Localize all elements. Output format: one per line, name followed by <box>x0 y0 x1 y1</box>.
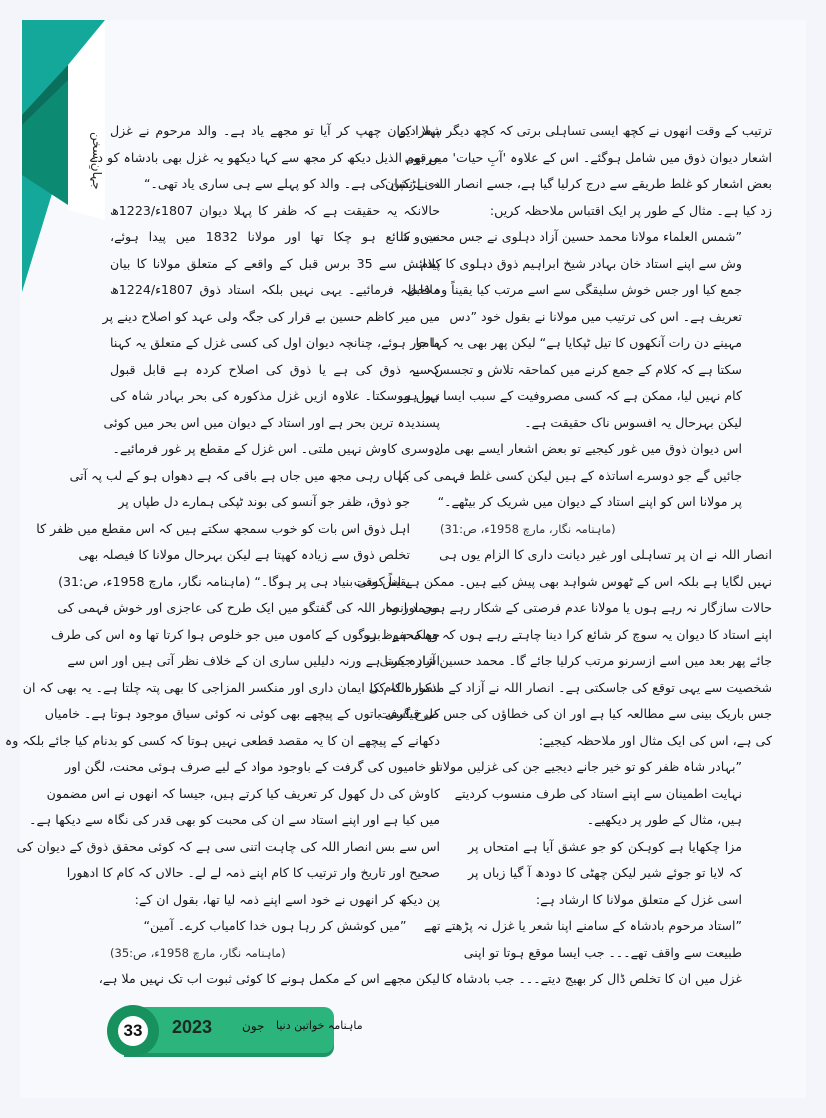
text-line <box>110 887 440 914</box>
line-text: کی ہے، اس کی ایک مثال اور ملاحظہ کیجیے: <box>538 732 772 748</box>
line-text: پسندیدہ ترین بحر ہے اور استاد کے دیوان میں اس بحر میں کوئی <box>103 414 440 430</box>
text-line <box>363 622 772 649</box>
line-text: حالانکہ یہ حقیقت ہے کہ ظفر کا پہلا دیوان 1807ء/1223ھ <box>110 202 440 218</box>
line-text: ”شمس العلماء مولانا محمد حسین آزاد دہلوی نے جس محنت و کا <box>400 229 742 244</box>
line-text: جمع کیا اور جس خوش سلیقگی سے اسے مرتب کیا یقیناً وہ قابل <box>406 282 742 297</box>
line-text: شخصیت سے یہی توقع کی جاسکتی ہے۔ انصار اللہ نے آزاد کے مذکورہ کام کا <box>369 679 772 695</box>
line-text: نہیں ہوسکتا۔ علاوہ ازیں غزل مذکورہ کی بحر بہادر شاہ کی <box>110 388 440 403</box>
line-text: پر مولانا اس کو اپنے استاد کے دیوان میں شریک کر بیٹھے۔“ <box>437 494 742 509</box>
line-text: زد کیا ہے۔ مثال کے طور پر ایک اقتباس ملاحظہ کریں: <box>489 202 772 218</box>
line-text: پیدائش سے 35 برس قبل کے واقعے کے متعلق مولانا کا بیان <box>110 255 441 271</box>
text-line <box>110 913 440 940</box>
quote-line <box>420 251 772 278</box>
text-line <box>379 648 772 675</box>
line-text: (ماہنامہ نگار، مارچ 1958ء، ص:31) <box>440 521 616 536</box>
quote-line <box>435 754 772 781</box>
text-line <box>369 675 772 702</box>
quote-line <box>110 489 440 516</box>
text-line <box>44 701 440 728</box>
quote-line <box>440 860 772 887</box>
line-text: اس سے بس انصار اللہ کی چاہت اتنی سی ہے کہ کوئی محقق ذوق کے دیوان کی <box>16 838 440 854</box>
line-text: انصار اللہ کی ایمان داری اور منکسر المزاجی کا بھی پتہ چلتا ہے۔ یہ بھی کہ ان <box>22 679 440 695</box>
quote-line <box>434 436 772 463</box>
quote-line <box>440 887 772 914</box>
quote-line <box>437 489 772 516</box>
line-text: انصار اللہ نے ان پر تساہلی اور غیر دیانت داری کا الزام یوں ہی <box>439 547 772 562</box>
line-text: دوسری کاوش نہیں ملتی۔ اس غزل کے مقطع پر غور فرمائیے۔ <box>112 441 440 456</box>
text-line <box>110 277 440 304</box>
quote-line <box>440 966 772 993</box>
text-line <box>440 728 772 755</box>
text-line <box>66 860 440 887</box>
text-line <box>4 728 440 755</box>
quote-line <box>440 410 772 437</box>
text-line <box>404 145 772 172</box>
line-text: کہاں رہی مجھ میں جاں ہے باقی کہ ہے دھواں ہو کے لب پہ آتی <box>69 467 410 483</box>
quote-line <box>36 516 440 543</box>
line-text: اپنے استاد کا دیوان یہ سوچ کر شائع کرا دینا چاہتے رہے ہوں کہ وہ محفوظ ہو <box>363 626 772 642</box>
text-line <box>22 675 440 702</box>
quote-line <box>440 807 772 834</box>
magazine-name: ماہنامہ خواتین دنیا <box>276 1019 363 1032</box>
text-line <box>16 834 440 861</box>
line-text: محمد انصار اللہ کی گفتگو میں ایک طرح کی عاجزی اور خوش فہمی کی <box>57 600 440 615</box>
citation <box>110 940 440 967</box>
line-text: ہیں، مثال کے طور پر دیکھیے۔ <box>586 812 742 827</box>
text-line <box>110 118 440 145</box>
quote-line <box>415 330 772 357</box>
line-text: تخلص ذوق سے زیادہ کھپتا ہے لیکن بہرحال مولانا کا فیصلہ بھی <box>78 547 410 562</box>
line-text: دی لڑکپن کی ہے۔ والد کو پہلے سے ہی ساری یاد تھی۔“ <box>143 176 440 191</box>
line-text: ترتیب کے وقت انھوں نے کچھ ایسی تساہلی برتی کہ کچھ دیگر شعرا کے <box>397 123 772 138</box>
text-line <box>110 251 440 278</box>
line-text: نہیں لگایا ہے بلکہ اس کے ٹھوس شواہد بھی پیش کیے ہیں۔ ممکن ہے اس وقت <box>353 573 772 589</box>
line-text: اشعار دیوان ذوق میں شامل ہوگئے۔ اس کے علاوہ 'آبِ حیات' میں بھی <box>404 149 772 165</box>
section-label: جہانِ سخن <box>90 132 104 190</box>
quote-line <box>403 383 772 410</box>
text-line <box>385 595 772 622</box>
text-line <box>98 966 440 993</box>
line-text: جس باریک بینی سے مطالعہ کیا ہے اور ان کی خطاؤں کی جس طرح گرفت <box>378 706 772 721</box>
line-text: جائے پھر بعد میں اسے ازسرنو مرتب کرلیا جائے گا۔ محمد حسین آزاد جیسی <box>379 653 772 668</box>
line-text: اشارہ کرتا ہے ورنہ دلیلیں ساری ان کے خلاف نظر آتی ہیں اور اس سے <box>67 653 440 668</box>
line-text: تعریف ہے۔ اس کی ترتیب میں مولانا نے بقول خود ”دس <box>449 308 742 324</box>
line-text: میں شائع ہو چکا تھا اور مولانا 1832 میں پیدا ہوئے، <box>110 229 440 244</box>
line-text: اہل ذوق اس بات کو خوب سمجھ سکتے ہیں کہ اس مقطع میں ظفر کا <box>36 520 410 536</box>
right-column <box>353 118 772 993</box>
line-text: تو خامیوں کی گرفت کے باوجود مواد کے لیے صرف ہوئی محنت، لگن اور <box>65 759 440 774</box>
line-text: اسی غزل کے متعلق مولانا کا ارشاد ہے: <box>535 891 742 907</box>
text-line <box>397 118 772 145</box>
quote-line <box>398 463 772 490</box>
quote-line <box>400 224 772 251</box>
text-line <box>102 304 440 331</box>
line-text: بعض اشعار کو غلط طریقے سے درج کرلیا گیا ہے، جسے انصار اللہ نے نشان <box>385 176 772 191</box>
line-text: مہینے دن رات آنکھوں کا تیل ٹپکایا ہے“ لیکن پھر بھی یہ کہا جا <box>415 335 742 350</box>
text-line <box>29 807 440 834</box>
footer-banner <box>104 1005 363 1057</box>
text-line <box>103 410 440 437</box>
line-text: لیکن بہرحال یہ افسوس ناک حقیقت ہے۔ <box>524 414 742 430</box>
text-line <box>378 701 772 728</box>
page-number: 33 <box>118 1016 148 1046</box>
line-text: دکھانے کے پیچھے ان کا یہ مقصد قطعی نہیں ہوتا کہ کسی کو بدنام کیا جائے بلکہ وہ <box>4 732 440 748</box>
quote-line <box>78 542 440 569</box>
line-text: ”میں کوشش کر رہا ہوں خدا کامیاب کرے۔ آمین“ <box>143 918 407 933</box>
line-text: میں کیا ہے اور اپنے استاد سے ان کی محبت کو بھی قدر کی نگاہ سے دیکھا ہے۔ <box>29 812 440 827</box>
line-text: کی قیاسی باتوں کے پیچھے بھی کوئی نہ کوئی سیاق موجود ہوتا ہے۔ خامیاں <box>44 706 440 721</box>
line-text: مرقوم الذیل دیکھ کر مجھ سے کہا دیکھو یہ غزل بھی بادشاہ کو دے <box>90 149 440 165</box>
line-text: جو ذوق، ظفر جو آنسو کی بوند ٹپکی ہمارے دل طپاں پر <box>118 494 410 509</box>
line-text: مزا چکھایا ہے کوہکن کو جو عشق آیا ہے امتحاں پر <box>468 838 742 854</box>
line-text: پن دیکھ کر انھوں نے خود اسے اپنے ذمہ لیا تھا، بقول ان کے: <box>134 891 440 907</box>
quote-line <box>69 463 440 490</box>
quote-line <box>440 304 772 331</box>
line-text: جھلک ہے۔ بزرگوں کے کاموں میں جو خلوص ہوا کرتا تھا وہ اس کی طرف <box>51 626 440 642</box>
quote-line <box>440 781 772 808</box>
line-text: اس دیوان ذوق میں غور کیجیے تو بعض اشعار ایسے بھی مل <box>434 441 742 456</box>
text-line <box>65 754 440 781</box>
line-text: لیکن مجھے اس کے مکمل ہونے کا کوئی ثبوت اب تک نہیں ملا ہے، <box>98 971 440 986</box>
text-line <box>110 330 440 357</box>
text-line <box>440 542 772 569</box>
quote-line <box>412 357 772 384</box>
text-line <box>67 648 440 675</box>
line-text: ”استاد مرحوم بادشاہ کے سامنے اپنا شعر یا غزل نہ پڑھتے تھے <box>423 918 742 933</box>
issue-month: جون <box>242 1019 265 1033</box>
line-text: غزل میں ان کا تخلص ڈال کر بھیج دیتے۔۔۔ جب بادشاہ کا <box>441 971 742 986</box>
line-text: میں میر کاظم حسین بے قرار کی جگہ ولی عہد کو اصلاح دینے پر <box>102 308 440 324</box>
line-text: ملاحظہ فرمائیے۔ یہی نہیں بلکہ استاد ذوق 1807ء/1224ھ <box>110 282 440 297</box>
line-text: مامور ہوئے، چنانچہ دیوان اول کی کسی غزل کے متعلق یہ کہنا <box>110 335 440 350</box>
text-line <box>110 436 440 463</box>
line-text: جائیں گے جو دوسرے اساتذہ کے ہیں لیکن کسی غلط فہمی کی بنا <box>398 467 742 483</box>
page-number-badge <box>107 1005 159 1057</box>
text-line <box>440 198 772 225</box>
line-text: کاوش کی دل کھول کر تعریف کیا کرتے ہیں، جیسا کہ انھوں نے اس مضمون <box>46 785 440 801</box>
line-text: حالات سازگار نہ رہے ہوں یا مولانا عدم فرصتی کے شکار رہے ہوں اور وہ <box>385 600 772 615</box>
text-line <box>51 622 440 649</box>
line-text: سکتا ہے کہ کلام کے جمع کرنے میں کماحقہ تلاش و تجسس سے <box>412 361 742 377</box>
line-text: نہایت اطمینان سے اپنے استاد کی طرف منسوب کردیتے <box>454 785 742 801</box>
quote-line <box>423 913 772 940</box>
quote-line <box>58 569 440 596</box>
text-line <box>90 145 440 172</box>
line-text: یقیناً کسی بنیاد ہی پر ہوگا۔“ (ماہنامہ نگار، مارچ 1958ء، ص:31) <box>58 573 410 589</box>
text-line <box>110 171 440 198</box>
text-line <box>57 595 440 622</box>
line-text: کہ یہ ذوق کی ہے یا ذوق کی اصلاح کردہ ہے قابل قبول <box>110 361 440 377</box>
quote-line <box>440 834 772 861</box>
issue-year: 2023 <box>172 1017 213 1037</box>
line-text: صحیح اور تاریخ وار ترتیب کا کام اپنے ذمہ لے لے۔ حالاں کہ کام کا ادھورا <box>66 865 440 880</box>
line-text: ”بہادر شاہ ظفر کو تو خیر جانے دیجیے جن کی غزلیں مولانا <box>435 759 742 774</box>
line-text: پہلا دیوان چھپ کر آیا تو مجھے یاد ہے۔ والد مرحوم نے غزل <box>110 123 440 138</box>
citation <box>440 516 772 543</box>
line-text: (ماہنامہ نگار، مارچ 1958ء، ص:35) <box>110 945 286 960</box>
text-line <box>110 357 440 384</box>
line-text: کہ لایا تو جوئے شیر لیکن چھٹی کا دودھ آ گیا زباں پر <box>468 865 742 880</box>
text-line <box>110 224 440 251</box>
text-line <box>46 781 440 808</box>
text-line <box>110 383 440 410</box>
line-text: کام نہیں لیا، ممکن ہے کہ کسی مصروفیت کے سبب ایسا ہوا ہو <box>403 388 742 403</box>
quote-line <box>406 277 772 304</box>
text-line <box>385 171 772 198</box>
line-text: وش سے اپنے استاد خان بہادر شیخ ابراہیم ذوق دہلوی کا کلام <box>420 255 742 271</box>
line-text: طبیعت سے واقف تھے۔۔۔ جب ایسا موقع ہوتا تو اپنی <box>463 944 742 960</box>
quote-line <box>440 940 772 967</box>
text-line <box>353 569 772 596</box>
text-line <box>110 198 440 225</box>
